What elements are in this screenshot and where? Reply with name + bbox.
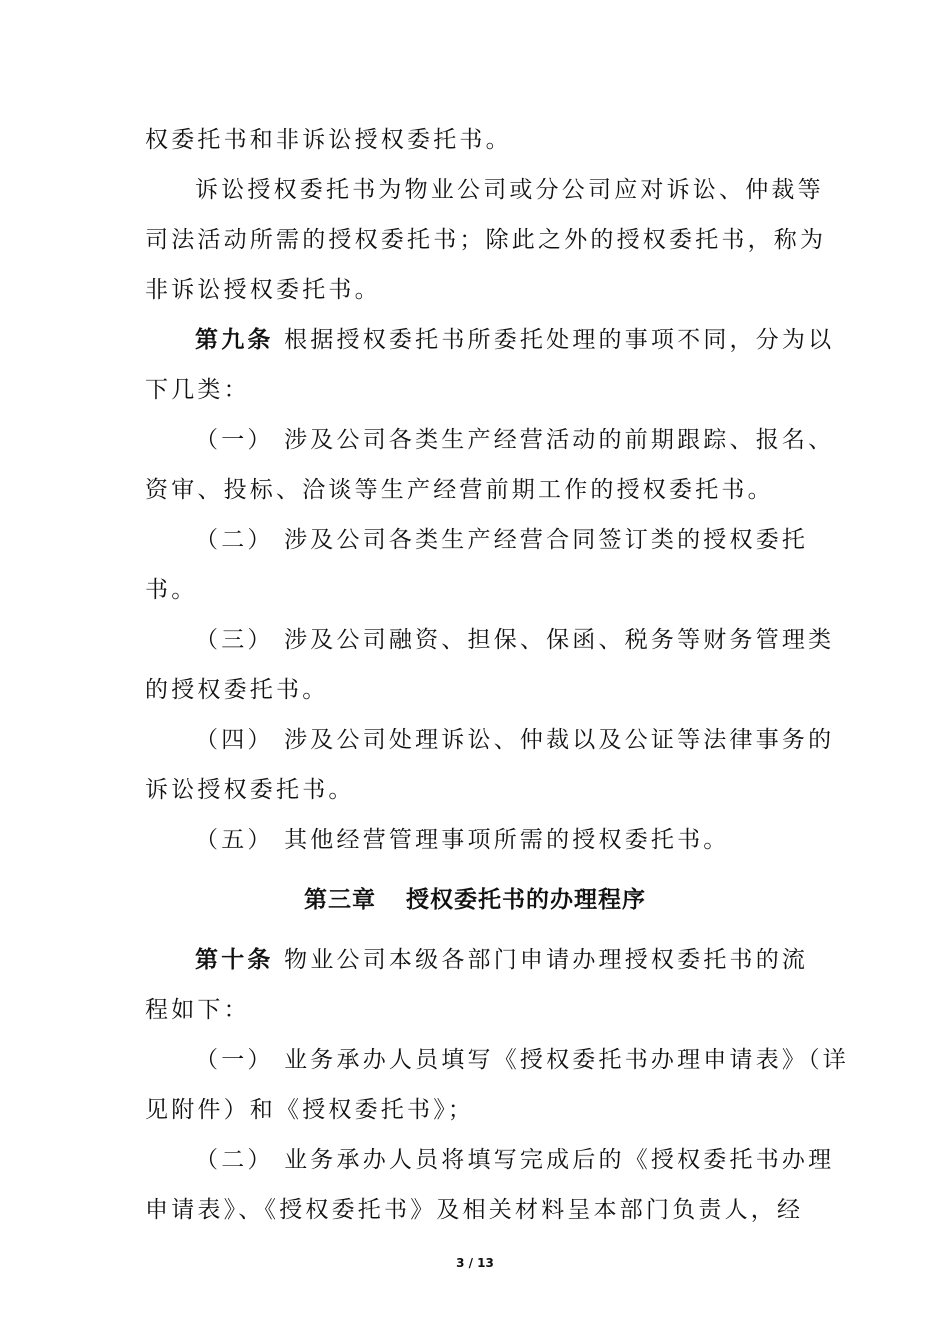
chapter-heading bbox=[0, 884, 950, 916]
list-item-line: （三） 涉及公司融资、担保、保函、税务等财务管理类 bbox=[195, 627, 835, 653]
paragraph-line: 权委托书和非诉讼授权委托书。 bbox=[145, 127, 512, 153]
paragraph-line: 诉讼授权委托书。 bbox=[145, 777, 355, 803]
list-item-line: （一） 涉及公司各类生产经营活动的前期跟踪、报名、 bbox=[195, 427, 835, 453]
article-ten-label: 第十条 bbox=[195, 946, 274, 973]
list-item-line: （一） 业务承办人员填写《授权委托书办理申请表》（详 bbox=[195, 1047, 850, 1073]
article-nine-line bbox=[195, 324, 835, 356]
paragraph-line: 司法活动所需的授权委托书；除此之外的授权委托书，称为 bbox=[145, 227, 827, 253]
paragraph-line: 诉讼授权委托书为物业公司或分公司应对诉讼、仲裁等 bbox=[195, 177, 824, 203]
list-item-line: （二） 涉及公司各类生产经营合同签订类的授权委托 bbox=[195, 527, 809, 553]
paragraph-line: 申请表》、《授权委托书》及相关材料呈本部门负责人，经 bbox=[145, 1197, 804, 1223]
list-item-line: （二） 业务承办人员将填写完成后的《授权委托书办理 bbox=[195, 1147, 835, 1173]
paragraph-line: 程如下： bbox=[145, 997, 250, 1023]
paragraph-line: 见附件）和《授权委托书》； bbox=[145, 1097, 475, 1123]
page-number: 3 / 13 bbox=[456, 1256, 494, 1270]
paragraph-line: 的授权委托书。 bbox=[145, 677, 329, 703]
paragraph-line: 下几类： bbox=[145, 377, 250, 403]
paragraph-line: 书。 bbox=[145, 577, 198, 603]
chapter-title: 授权委托书的办理程序 bbox=[406, 887, 646, 913]
list-item-line: （五） 其他经营管理事项所需的授权委托书。 bbox=[195, 827, 730, 853]
article-ten-text: 物业公司本级各部门申请办理授权委托书的流 bbox=[284, 947, 809, 973]
article-ten-line bbox=[195, 944, 807, 976]
paragraph-line: 资审、投标、洽谈等生产经营前期工作的授权委托书。 bbox=[145, 477, 774, 503]
article-nine-text: 根据授权委托书所委托处理的事项不同，分为以 bbox=[284, 327, 835, 353]
chapter-number: 第三章 bbox=[304, 887, 376, 913]
paragraph-line: 非诉讼授权委托书。 bbox=[145, 277, 381, 303]
list-item-line: （四） 涉及公司处理诉讼、仲裁以及公证等法律事务的 bbox=[195, 727, 835, 753]
article-nine-label: 第九条 bbox=[195, 326, 274, 353]
